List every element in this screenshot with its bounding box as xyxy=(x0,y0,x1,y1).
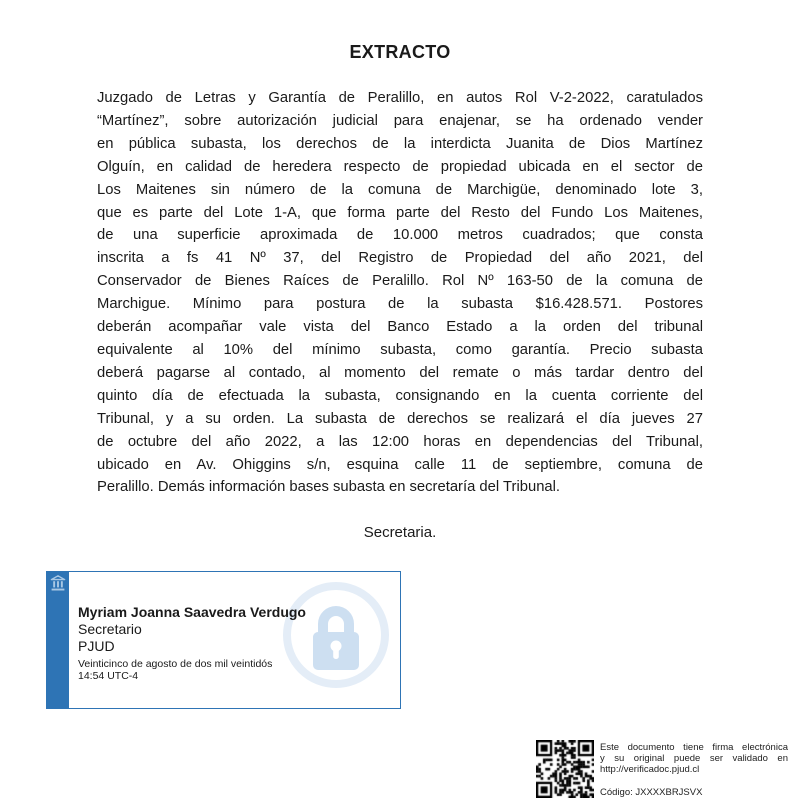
document-closing: Secretaria. xyxy=(363,524,437,541)
document-body-line: en pública subasta, los derechos de la interdicta Juanita de Dios Martínez xyxy=(97,135,703,152)
document-body-line: quinto día de efectuada la subasta, consignando en la cuenta corriente del xyxy=(97,387,703,404)
signer-organization: PJUD xyxy=(78,638,115,654)
verification-block xyxy=(536,740,790,802)
signature-date: Veinticinco de agosto de dos mil veintidós xyxy=(78,658,273,670)
verification-url[interactable]: http://verificadoc.pjud.cl xyxy=(600,764,700,775)
signature-details xyxy=(78,604,306,682)
qr-code-icon xyxy=(536,740,594,798)
bank-icon xyxy=(47,575,69,592)
document-body-line: Olguín, en calidad de heredera respecto de propiedad ubicada en el sector de xyxy=(97,158,703,175)
document-body-line: de octubre del año 2022, a las 12:00 horas en dependencias del Tribunal, xyxy=(97,433,703,450)
document-body-line: “Martínez”, sobre autorización judicial para enajenar, se ha ordenado vender xyxy=(97,112,703,129)
document-body-line: Tribunal, y a su orden. La subasta de derechos se realizará el día jueves 27 xyxy=(97,410,703,427)
document-body-line: Conservador de Bienes Raíces de Peralillo. Rol Nº 163-50 de la comuna de xyxy=(97,273,703,290)
verification-text xyxy=(600,742,788,775)
document-body-line: equivalente al 10% del mínimo subasta, como garantía. Precio subasta xyxy=(97,341,703,358)
document-body-line: Los Maitenes sin número de la comuna de Marchigüe, denominado lote 3, xyxy=(97,181,703,198)
verification-line: y su original puede ser validado en xyxy=(600,753,788,764)
electronic-signature-block xyxy=(46,571,401,709)
document-body xyxy=(97,87,703,499)
document-body-line: Marchigue. Mínimo para postura de la subasta $16.428.571. Postores xyxy=(97,296,703,313)
document-body-line: Juzgado de Letras y Garantía de Peralillo, en autos Rol V-2-2022, caratulados xyxy=(97,90,703,106)
signer-name: Myriam Joanna Saavedra Verdugo xyxy=(78,604,306,620)
document-body-line: inscrita a fs 41 Nº 37, del Registro de Propiedad del año 2021, del xyxy=(97,250,703,267)
document-body-line: deberá pagarse al contado, al momento del remate o más tardar dentro del xyxy=(97,364,703,381)
document-body-line: Peralillo. Demás información bases subasta en secretaría del Tribunal. xyxy=(97,479,561,496)
document-body-line: deberán acompañar vale vista del Banco Estado a la orden del tribunal xyxy=(97,319,703,336)
signature-time: 14:54 UTC-4 xyxy=(78,669,139,682)
verification-code: Código: JXXXXBRJSVX xyxy=(600,787,703,798)
verification-line: Este documento tiene firma electrónica xyxy=(600,742,788,753)
document-body-line: ubicado en Av. Ohiggins s/n, esquina calle 11 de septiembre, comuna de xyxy=(97,456,703,473)
signature-accent-bar xyxy=(47,572,69,708)
document-title: EXTRACTO xyxy=(349,42,451,62)
document-body-line: de una superficie aproximada de 10.000 metros cuadrados; que consta xyxy=(97,227,703,244)
signer-role: Secretario xyxy=(78,621,142,637)
document-body-line: que es parte del Lote 1-A, que forma parte del Resto del Fundo Los Maitenes, xyxy=(97,204,703,221)
